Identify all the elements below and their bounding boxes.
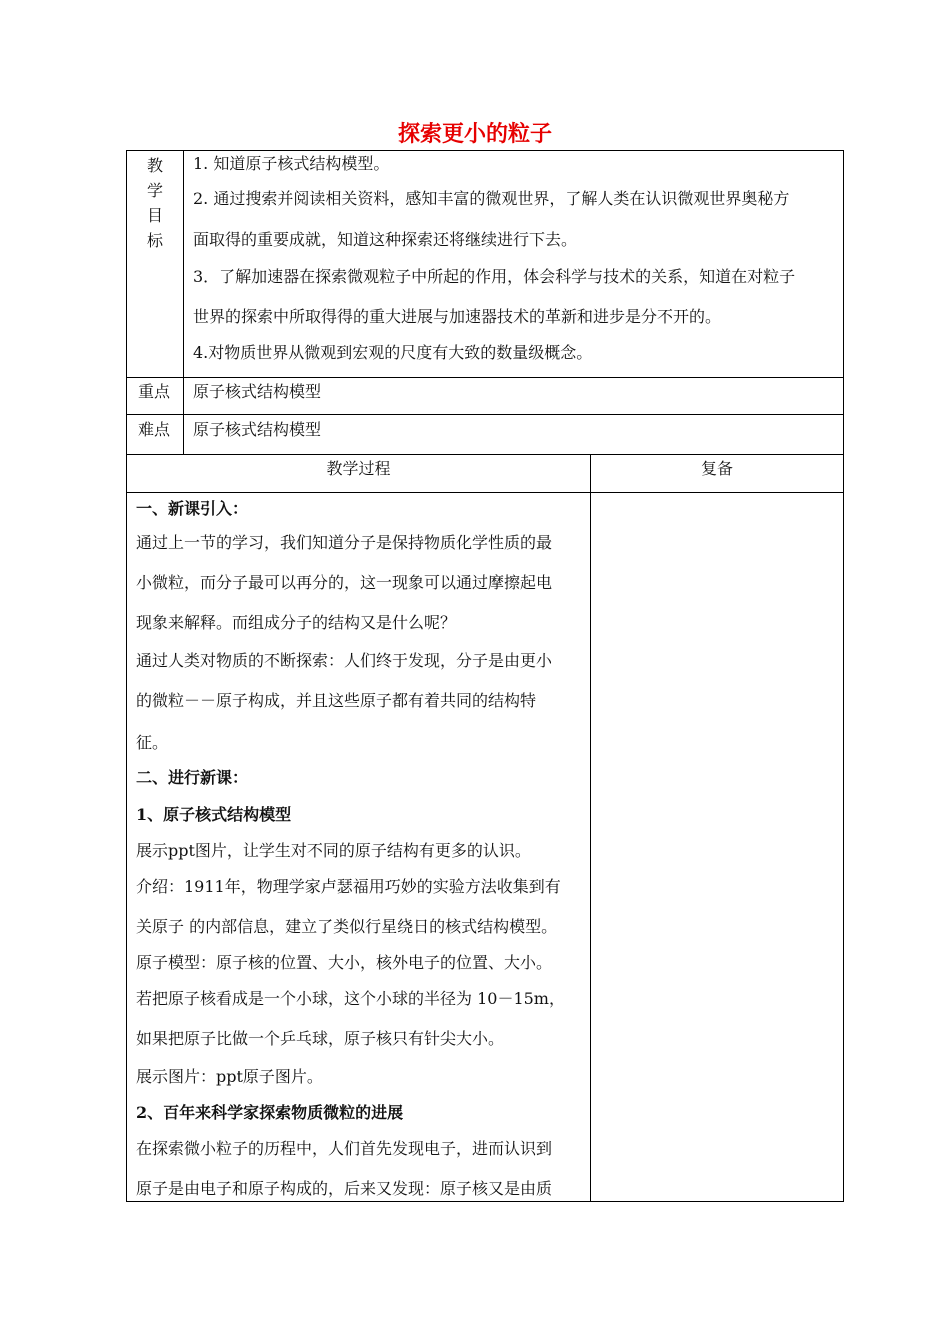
- paragraph-line: 通过人类对物质的不断探索：人们终于发现，分子是由更小: [136, 651, 553, 670]
- paragraph-line: 小微粒，而分子最可以再分的，这一现象可以通过摩擦起电: [136, 573, 553, 592]
- objective-line: 3．了解加速器在探索微观粒子中所起的作用，体会科学与技术的关系，知道在对粒子: [193, 267, 796, 286]
- paragraph-line: 展示ppt图片，让学生对不同的原子结构有更多的认识。: [136, 841, 531, 860]
- objectives-label-char: 目: [146, 206, 163, 225]
- subsection-heading: 1、原子核式结构模型: [136, 805, 292, 824]
- subsection-heading: 2、百年来科学家探索物质微粒的进展: [136, 1103, 404, 1122]
- paragraph-line: 介绍：1911年，物理学家卢瑟福用巧妙的实验方法收集到有: [136, 877, 561, 896]
- objectives-label-char: 教: [146, 156, 163, 175]
- paragraph-line: 通过上一节的学习，我们知道分子是保持物质化学性质的最: [136, 533, 553, 552]
- section-heading: 二、进行新课：: [136, 768, 249, 787]
- key-point-label: 重点: [138, 382, 171, 401]
- objective-line: 2. 通过搜索并阅读相关资料，感知丰富的微观世界，了解人类在认识微观世界奥秘方: [193, 189, 790, 208]
- review-column-header: 复备: [700, 459, 733, 478]
- process-column-header: 教学过程: [326, 459, 391, 478]
- paragraph-line: 原子是由电子和原子构成的，后来又发现：原子核又是由质: [136, 1179, 553, 1198]
- paragraph-line: 征。: [136, 733, 169, 752]
- paragraph-line: 现象来解释。而组成分子的结构又是什么呢？: [136, 613, 457, 632]
- paragraph-line: 关原子 的内部信息，建立了类似行星绕日的核式结构模型。: [136, 917, 558, 936]
- difficulty-label: 难点: [138, 420, 171, 439]
- section-heading: 一、新课引入：: [136, 499, 249, 518]
- paragraph-line: 的微粒－－原子构成，并且这些原子都有着共同的结构特: [136, 691, 537, 710]
- page-title: 探索更小的粒子: [397, 122, 552, 147]
- paragraph-line: 在探索微小粒子的历程中，人们首先发现电子，进而认识到: [136, 1139, 553, 1158]
- objective-line: 4.对物质世界从微观到宏观的尺度有大致的数量级概念。: [193, 343, 593, 362]
- paragraph-line: 若把原子核看成是一个小球，这个小球的半径为 10－15m，: [136, 989, 565, 1008]
- objectives-label-char: 学: [146, 181, 163, 200]
- objective-line: 世界的探索中所取得得的重大进展与加速器技术的革新和进步是分不开的。: [193, 307, 722, 326]
- difficulty-value: 原子核式结构模型: [193, 420, 322, 439]
- objective-line: 面取得的重要成就，知道这种探索还将继续进行下去。: [193, 230, 578, 249]
- objective-line: 1. 知道原子核式结构模型。: [193, 154, 390, 173]
- paragraph-line: 展示图片：ppt原子图片。: [136, 1067, 323, 1086]
- key-point-value: 原子核式结构模型: [193, 382, 322, 401]
- review-column-body: [591, 493, 843, 1201]
- paragraph-line: 如果把原子比做一个乒乓球，原子核只有针尖大小。: [136, 1029, 505, 1048]
- paragraph-line: 原子模型：原子核的位置、大小，核外电子的位置、大小。: [136, 953, 553, 972]
- objectives-label-char: 标: [146, 231, 163, 250]
